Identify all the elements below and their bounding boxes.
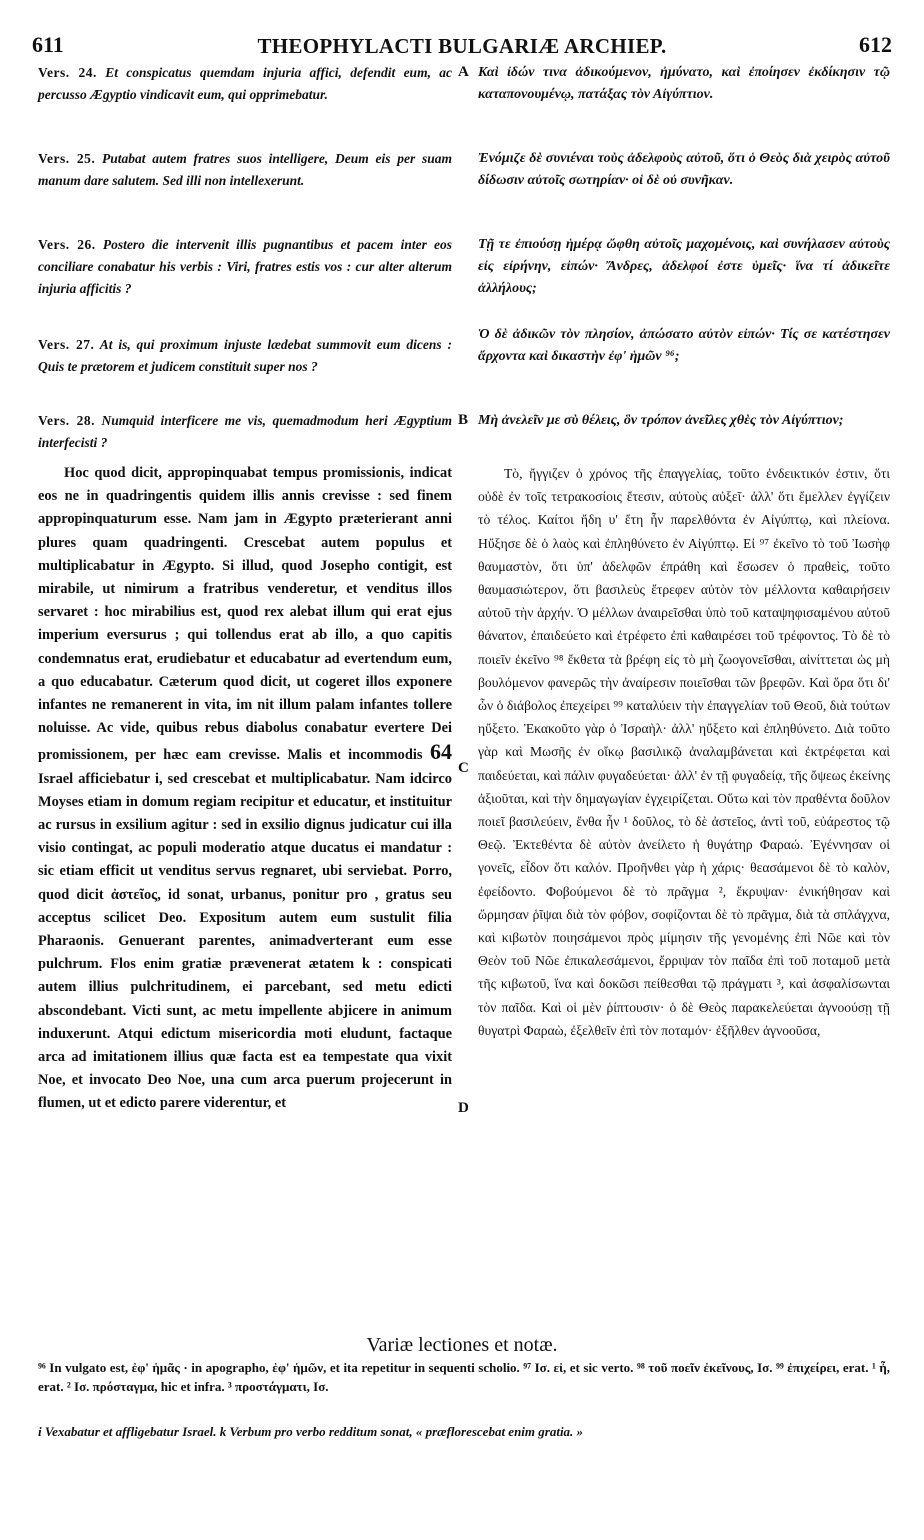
page-number-left: 611 — [32, 32, 64, 57]
variant-readings: ⁹⁶ In vulgato est, ἐφ' ἡμᾶς · in apographo, ἐφ' ἡμῶν, et ita repetitur in sequenti scholio. ⁹⁷ Ισ. εἰ, et sic verto. ⁹⁸ τοῦ ποεῖν ἐκεῖνους, Ισ. ⁹⁹ ἐπιχείρει, erat. ¹ ἦ, erat. ² Ισ. πρόσταγμα, hic et infra. ³ προστάγματι, Ισ. — [38, 1360, 890, 1394]
running-header — [0, 30, 924, 60]
margin-letter-d: D — [458, 1100, 469, 1116]
notes-heading: Variæ lectiones et notæ. — [366, 1334, 558, 1356]
verse-latin-27: Vers. 27. At is, qui proximum injuste lædebat summovit eum dicens : Quis te prætorem et judicem constituit super nos ? — [38, 337, 453, 374]
verse-latin-26: Vers. 26. Postero die intervenit illis pugnantibus et pacem inter eos conciliare conabatur his verbis : Viri, fratres estis vos : cur alter alterum injuria afficitis ? — [38, 237, 453, 296]
running-title: THEOPHYLACTI BULGARIÆ ARCHIEP. — [257, 34, 667, 58]
verse-greek-24: Καὶ ἰδών τινα ἀδικούμενον, ἠμύνατο, καὶ ἐποίησεν ἐκδίκησιν τῷ καταπονουμένῳ, πατάξας τὸν Αἰγύπτιον. — [478, 65, 890, 102]
footnotes: i Vexabatur et affligebatur Israel. k Verbum pro verbo redditum sonat, « præflorescebat enim gratia. » — [38, 1424, 584, 1439]
margin-letter-b: B — [458, 412, 469, 428]
verse-latin-25: Vers. 25. Putabat autem fratres suos intelligere, Deum eis per suam manum dare salutem. Sed illi non intellexerunt. — [38, 151, 452, 188]
page-number-right: 612 — [859, 32, 892, 57]
margin-letter-c: C — [458, 760, 469, 776]
commentary-greek: Τὸ, ἤγγιζεν ὁ χρόνος τῆς ἐπαγγελίας, τοῦτο ἐνδεικτικόν ἐστιν, ὅτι οὐδὲ ἐν τοῖς τετρακοσίοις ἔτεσιν, αὐτοὺς αὐξεῖ· ἀλλ' ὅτι ἔμελλεν ἐγγίζειν τὸ τέλος. Καίτοι ἤδη υ' ἔτη ἦν παρελθόντα ἐν Αἰγύπτῳ, καὶ πλείονα. Ηὔξησε δὲ ὁ λαὸς καὶ ἐπληθύνετο ἐν Αἰγύπτῳ. Εἰ ⁹⁷ ἐκεῖνο τὸ τοῦ Ἰωσὴφ θαυμαστὸν, ὅτι ὑπ' ἀδελφῶν ἐπράθη καὶ ἔσωσεν ὁ πραθεὶς, τοῦτο θαυμασιώτερον, ὅτι βασιλεὺς ἔτρεφεν αὐτὸν τὸν μέλλοντα καθαιρήσειν αὐτοῦ τὴν ἀρχήν. Ὁ μέλλων ἀναιρεῖσθαι ὑπὸ τοῦ καταψηφισαμένου αὐτοῦ θάνατον, ἐπαιδεύετο καὶ ἐτρέφετο ἐπὶ καθαιρέσει τοῦ τρέφοντος. Τὸ δὲ τὸ ποιεῖν ἐκεῖνο ⁹⁸ ἔκθετα τὰ βρέφη εἰς τὸ μὴ ζωογονεῖσθαι, αἰνίττεται ὡς μὴ βουλόμενον φανερῶς τὴν ἀναίρεσιν ποιεῖσθαι τῶν βρεφῶν. Καὶ ὅρα ὅτι δι' ὧν ὁ διάβολος ἐπεχείρει ⁹⁹ καταλύειν τὴν ἐπαγγελίαν τοῦ Θεοῦ, διὰ τούτων ηὔξετο. Ἐκακοῦτο γὰρ ὁ Ἰσραὴλ· ἀλλ' ηὔξετο καὶ ἐπληθύνετο. Διὰ τοῦτο γὰρ καὶ Μωσῆς ἐν οἴκῳ βασιλικῷ ἀναλαμβάνεται καὶ ἐκτρέφεται καὶ παιδεύεται, καὶ πάλιν φυγαδεύεται· ἀλλ' ἐν τῇ φυγαδείᾳ, τῆς ὄψεως ἐκείνης ἀξιοῦται, καὶ τὴν δημαγωγίαν ἐγχειρίζεται. Οὕτω καὶ τὸν πραθέντα δοῦλον ποιεῖ βασιλεύειν, ἔνθα ἦν ¹ δοῦλος, τὸ δὲ ἀστεῖος, ἀντὶ τοῦ, εὐάρεστος τῷ Θεῷ. Ἐκτεθέντα δὲ αὐτὸν ἀνείλετο ἡ θυγάτηρ Φαραώ. Ἐγέννησαν οἱ γονεῖς, εἶδον ὅτι καλόν. Προῆνθει γὰρ ἡ χάρις· θεασάμενοι δὲ τὸ καλὸν, ἐφείδοντο. Φοβούμενοι δὲ τὸ πρᾶγμα ², ἔκρυψαν· ἐνικήθησαν καὶ ὥρμησαν ῥῖψαι διὰ τὸν φόβον, σοφίζονται δὲ τὸ πρᾶγμα, διὰ τὰ σπλάγχνα, καὶ κιβωτὸν ποιησάμενοι πρὸς μίμησιν τῆς γενομένης ἐπὶ Νῶε καὶ τὸν Θεὸν τοῦ Νῶε ἐπικαλεσάμενοι, ἔρριψαν τὸν παῖδα ἐπὶ τοῦ ποταμοῦ μετὰ τῆς κιβωτοῦ, ἵνα καὶ δοκῶσι πείθεσθαι τῷ πράγματι ³, καὶ ἀσφαλίσωνται τὸν παῖδα. Καὶ οἱ μὲν ῥίπτουσιν· ὁ δὲ Θεὸς παρακελεύεται ἀγνοούσῃ τῇ θυγατρὶ Φαραὼ, ἐξελθεῖν ἐπὶ τὸν ποταμόν· ἐξῆλθεν ἀγνοοῦσα, — [478, 466, 890, 1038]
verse-greek-27: Ὁ δὲ ἀδικῶν τὸν πλησίον, ἀπώσατο αὐτὸν εἰπών· Τίς σε κατέστησεν ἄρχοντα καὶ δικαστὴν ἐφ' ἡμῶν ⁹⁶; — [478, 327, 890, 364]
commentary-latin: Hoc quod dicit, appropinquabat tempus promissionis, indicat eos ne in quadringentis quidem illis annis crevisse : sed finem appropinquaturum esse. Nam jam in Ægypto præterierant anni plures quam quadringenti. Crescebat autem populus et multiplicabatur in Ægypto. Si illud, quod Josepho contigit, est mirabile, ut nimirum a fratribus venderetur, et venditus illos servaret : hoc mirabilius est, quod rex alebat illum qui erat ejus imperium eversurus ; qui tollendus erat ab illo, a quo capitis condemnatus erat, erudiebatur et educabatur ad evertendum eum, a quo educabatur. Cæterum quod dicit, ut cogeret illos exponere infantes ne remanerent in vita, im nit illum palam infantes tollere noluisse. Ac vide, quibus rebus diabolus conabatur evertere Dei promissionem, per hæc eam crevisse. Malis et incommodis 64 Israel afficiebatur i, sed crescebat et multiplicabatur. Nam idcirco Moyses etiam in domum regiam recipitur et educatur, et instituitur ac rursus in exsilium agitur : sed in exsilio dignus judicatur cui illa visio contingat, ac populi moderatio atque ducatus ei mandatur : sic etiam efficit ut venditus servus regnaret, ubi serviebat. Porro, quod dicit ἀστεῖος, id sonat, urbanus, ponitur pro , gratus seu acceptus scilicet Deo. Expositum autem eum sustulit filia Pharaonis. Genuerant parentes, animadverterant eum esse pulchrum. Flos enim gratiæ prævenerat ætatem k : conspicati autem illius pulchritudinem, ei parcebant, sed metu edicti abscondebant. Victi sunt, ac metu impellente abjicere in animum induxerunt. Atqui edictum misericordia moti eludunt, factaque arca ad imitationem illius quæ facta est ea tempestate qua vixit Noe, et invocato Deo Noe, una cum arca puerum projecerunt in flumen, ut et edicto parere viderentur, et — [38, 465, 452, 1112]
verse-latin-24: Vers. 24. Et conspicatus quemdam injuria affici, defendit eum, ac percusso Ægyptio vindicavit eum, qui opprimebatur. — [38, 65, 453, 102]
column-number: 64 — [429, 739, 452, 765]
verse-latin-28: Vers. 28. Numquid interficere me vis, quemadmodum heri Ægyptium interfecisti ? — [38, 413, 452, 450]
verse-greek-25: Ἐνόμιζε δὲ συνιέναι τοὺς ἀδελφοὺς αὐτοῦ, ὅτι ὁ Θεὸς διὰ χειρὸς αὐτοῦ δίδωσιν αὐτοῖς σωτηρίαν· οἱ δὲ οὐ συνῆκαν. — [478, 151, 890, 188]
verse-greek-28: Μὴ ἀνελεῖν με σὺ θέλεις, ὃν τρόπον ἀνεῖλες χθὲς τὸν Αἰγύπτιον; — [478, 413, 844, 428]
verse-greek-26: Τῇ τε ἐπιούσῃ ἡμέρᾳ ὤφθη αὐτοῖς μαχομένοις, καὶ συνήλασεν αὐτοὺς εἰς εἰρήνην, εἰπών· Ἄνδρες, ἀδελφοί ἐστε ὑμεῖς· ἵνα τί ἀδικεῖτε ἀλλήλους; — [478, 237, 890, 296]
margin-letter-a: A — [458, 64, 469, 80]
